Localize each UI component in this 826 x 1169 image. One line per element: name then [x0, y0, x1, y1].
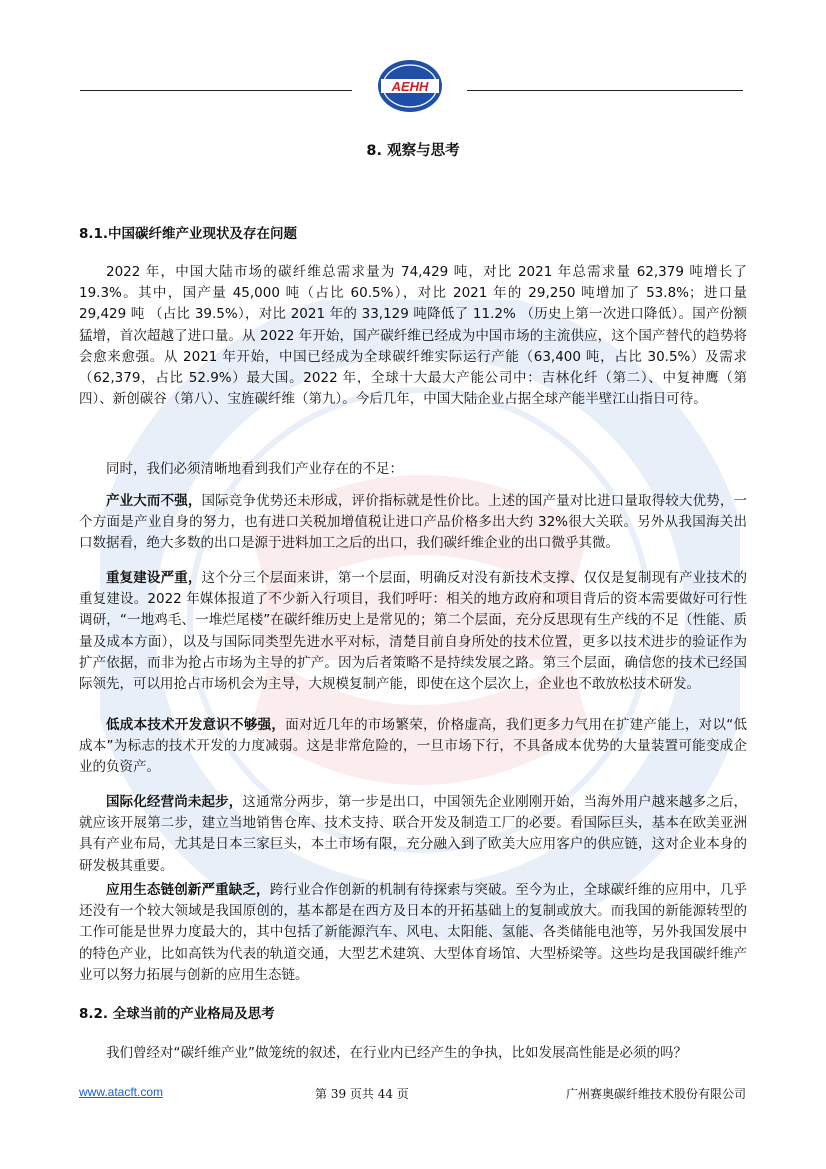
company-logo-icon	[375, 58, 445, 114]
website-link[interactable]: www.atacft.com	[79, 1085, 164, 1099]
issue-paragraph	[79, 568, 747, 695]
logo-text: AEHH	[391, 79, 429, 94]
page-number: 第 39 页共 44 页	[315, 1087, 409, 1101]
issue-label: 重复建设严重，	[106, 570, 202, 586]
paragraph-shortcomings-intro: 同时，我们必须清晰地看到我们产业存在的不足：	[106, 461, 403, 477]
issue-text: 面对近几年的市场繁荣，价格虚高，我们更多力气用在扩建产能上，对以“低成本”为标志的技术开发的力度减弱。这是非常危险的，一旦市场下行，不具备成本优势的大量装置可能变成企业的负资产。	[79, 717, 748, 776]
issue-paragraph	[79, 880, 747, 986]
issue-paragraph	[79, 792, 747, 877]
company-name: 广州赛奥碳纤维技术股份有限公司	[565, 1087, 746, 1101]
page-title: 8. 观察与思考	[366, 143, 460, 159]
issue-text: 跨行业合作创新的机制有待探索与突破。至今为止，全球碳纤维的应用中，几乎还没有一个较大领域是我国原创的，基本都是在西方及日本的开拓基础上的复制或放大。而我国的新能源转型的工作可能是世界力度最大的，其中包括了新能源汽车、风电、太阳能、氢能、各类储能电池等，另外我国发展中的特色产业，比如高铁为代表的轨道交通，大型艺术建筑、大型体育场馆、大型桥梁等。这些均是我国碳纤维产业可以努力拓展与创新的应用生态链。	[79, 882, 748, 983]
header-rule-left	[80, 90, 352, 91]
section-heading-8-2: 8.2. 全球当前的产业格局及思考	[79, 1006, 275, 1022]
issue-label: 国际化经营尚未起步，	[106, 794, 243, 810]
issue-label: 应用生态链创新严重缺乏，	[106, 882, 270, 898]
header-rule-right	[467, 90, 743, 91]
issue-text: 国际竞争优势还未形成，评价指标就是性价比。上述的国产量对比进口量取得较大优势，一个方面是产业自身的努力，也有进口关税加增值税让进口产品价格多出大约 32%很大关联。另外从我国海关出口数据看，绝大多数的出口是源于进料加工之后的出口，我们碳纤维企业的出口微乎其微。	[79, 493, 748, 552]
issue-label: 低成本技术开发意识不够强，	[106, 717, 286, 733]
paragraph-global-landscape: 我们曾经对“碳纤维产业”做笼统的叙述，在行业内已经产生的争执，比如发展高性能是必须的吗？	[106, 1045, 687, 1061]
issue-paragraph	[79, 715, 747, 779]
paragraph-market-overview: 2022 年，中国大陆市场的碳纤维总需求量为 74,429 吨，对比 2021 年总需求量 62,379 吨增长了 19.3%。其中，国产量 45,000 吨（占比 60.5%），对比 2021 年的 29,250 吨增加了 53.8%；进口量 29,429 吨 （占比 39.5%），对比 2021 年的 33,129 吨降低了 11.2% （历史上第一次进口降低）。国产份额猛增，首次超越了进口量。从 2022 年开始，国产碳纤维已经成为中国市场的主流供应，这个国产替代的趋势将会愈来愈强。从 2021 年开始，中国已经成为全球碳纤维实际运行产能（63,400 吨，占比 30.5%）及需求（62,379，占比 52.9%）最大国。2022 年，全球十大最大产能公司中：吉林化纤（第二）、中复神鹰（第四）、新创碳谷（第八）、宝旌碳纤维（第九）。今后几年，中国大陆企业占据全球产能半壁江山指日可待。	[79, 264, 747, 408]
section-heading-8-1: 8.1.中国碳纤维产业现状及存在问题	[79, 226, 298, 242]
issue-label: 产业大而不强，	[106, 493, 202, 509]
issue-paragraph	[79, 491, 747, 555]
issue-text: 这通常分两步，第一步是出口，中国领先企业刚刚开始，当海外用户越来越多之后，就应该开展第二步，建立当地销售仓库、技术支持、联合开发及制造工厂的必要。看国际巨头，基本在欧美亚洲具有产业布局，尤其是日本三家巨头，本土市场有限，充分融入到了欧美大应用客户的供应链，这对企业本身的研发极其重要。	[79, 794, 748, 874]
issue-text: 这个分三个层面来讲，第一个层面，明确反对没有新技术支撑、仅仅是复制现有产业技术的重复建设。2022 年媒体报道了不少新入行项目，我们呼吁：相关的地方政府和项目背后的资本需要做好可行性调研，“一地鸡毛、一堆烂尾楼”在碳纤维历史上是常见的；第二个层面，充分反思现有生产线的不足（性能、质量及成本方面），以及与国际同类型先进水平对标，清楚目前自身所处的技术位置，更多以技术进步的验证作为扩产依据，而非为抢占市场为主导的扩产。因为后者策略不是持续发展之路。第三个层面，确信您的技术已经国际领先，可以用抢占市场机会为主导，大规模复制产能，即使在这个层次上，企业也不敢放松技术研发。	[79, 570, 748, 693]
